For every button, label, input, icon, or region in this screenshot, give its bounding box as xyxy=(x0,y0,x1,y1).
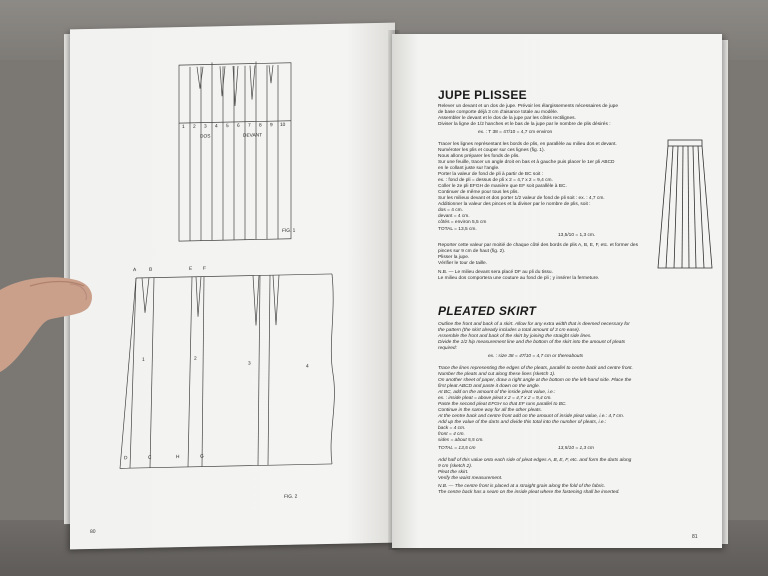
fig2-letter-c: C xyxy=(148,455,152,461)
fr-line: Assembler le devant et le dos de la jupe par les côtés rectilignes. xyxy=(438,116,576,121)
fr-line: TOTAL = 13,5 cm. xyxy=(438,227,477,232)
left-page xyxy=(70,23,395,550)
left-page-number: 80 xyxy=(90,528,96,535)
en-line: Trace the lines representing the edges of the pleats, parallel to centre back and centre front. xyxy=(438,366,633,371)
en-line: front = 4 cm. xyxy=(438,432,465,437)
fig1-col-1: 1 xyxy=(182,125,185,131)
fig2-panel-1: 1 xyxy=(142,357,145,363)
en-line: N.B. — The centre front is placed at a straight grain along the fold of the fabric. xyxy=(438,484,606,489)
skirt-illustration xyxy=(648,138,718,278)
en-line: At the centre back and centre front add on the amount of inside pleat value, i.e.: 4,7 cm. xyxy=(438,414,625,419)
fr-line: en le collant juste sur l'angle. xyxy=(438,166,500,171)
en-line: Outline the front and back of a skirt. Allow for any extra width that is deemed necessary for xyxy=(438,322,630,327)
en-line: Paste the second pleat EFGH so that EF runs parallel to BC. xyxy=(438,402,567,407)
fr-line: Porter la valeur de fond de pli à partir de BC soit : xyxy=(438,172,544,177)
fr-line: Le milieu dos comportera une couture au fond de pli ; y insérer la fermeture. xyxy=(438,276,600,281)
fr-line: devant = 4 cm. xyxy=(438,214,470,219)
en-line: At BC, add on the amount of the inside pleat value, i.e.: xyxy=(438,390,556,395)
en-line: On another sheet of paper, draw a right angle at the bottom on the left-hand side. Place the xyxy=(438,378,632,383)
hand-holding-book xyxy=(0,250,100,390)
en-line: Verify the waist measurement. xyxy=(438,476,503,481)
fr-line: ex. : fond de pli = dessus de pli x 2 = 4,7 x 2 = 9,4 cm. xyxy=(438,178,553,183)
en-line: the pattern (the skirt already includes a total amount of 3 cm ease). xyxy=(438,328,581,333)
en-line: ex. : inside pleat = above pleat x 2 = 4,7 x 2 = 9,4 cm. xyxy=(438,396,552,401)
fr-line: côtés = environ 5,5 cm xyxy=(438,220,487,225)
en-line: ex. : size 38 = 47/10 = 4,7 cm or thereabouts xyxy=(488,354,584,359)
fig1-col-4: 4 xyxy=(215,124,218,130)
fig2-panel-3: 3 xyxy=(248,361,251,367)
fr-line: Reporter cette valeur par moitié de chaque côté des bords de plis A, B, E, F, etc. et former des xyxy=(438,243,638,248)
fr-line: ex. : T 38 = 47/10 = 4,7 cm environ xyxy=(478,130,553,135)
right-page xyxy=(392,34,722,548)
en-line: Add half of this value onto each side of pleat edges A, B, E, F, etc. and form the darts along xyxy=(438,458,632,463)
fig2-letter-h: H xyxy=(176,455,180,461)
fr-line: Vérifier le tour de taille. xyxy=(438,261,488,266)
fig2-caption: FIG. 2 xyxy=(284,494,298,500)
en-line: Number the pleats and cut along these lines (sketch 1). xyxy=(438,372,556,377)
en-line: The centre back has a seam on the inside pleat where the fastening shall be inserted. xyxy=(438,490,620,495)
french-title: JUPE PLISSEE xyxy=(438,88,527,102)
fr-line: Sur une feuille, tracer un angle droit en bas et à gauche puis placer le 1er pli ABCD xyxy=(438,160,615,165)
en-line: sides = about 5,5 cm. xyxy=(438,438,484,443)
fig2-letter-d: D xyxy=(124,456,128,462)
fig1-col-8: 8 xyxy=(259,123,262,129)
fig1-label-devant: DEVANT xyxy=(243,133,263,139)
fig1-col-6: 6 xyxy=(237,123,240,129)
fr-line: Continuer de même pour tous les plis. xyxy=(438,190,519,195)
fr-line: N.B. — Le milieu devant sera placé DF au pli du tissu. xyxy=(438,270,553,275)
en-line: Continue in the same way for all the other pleats. xyxy=(438,408,542,413)
fig1-col-9: 9 xyxy=(270,123,273,129)
fig1-col-5: 5 xyxy=(226,124,229,130)
fr-line: pinces sur 9 cm de haut (fig. 2). xyxy=(438,249,506,254)
en-line: first pleat ABCD and paste it down on the angle. xyxy=(438,384,540,389)
fig1-col-7: 7 xyxy=(248,123,251,129)
fr-line: Sur les milieux devant et dos porter 1/2 valeur de fond de pli soit : ex. : 4,7 cm. xyxy=(438,196,605,201)
fr-line: 13,5/10 = 1,3 cm. xyxy=(558,233,596,238)
en-line: Divide the 1/2 hip measurement line and the bottom of the skirt into the amount of pleats xyxy=(438,340,626,345)
fr-line: Diviser la ligne de 1/2 hanches et le bas de la jupe par le nombre de plis désirés : xyxy=(438,122,611,127)
figure-2-diagram xyxy=(70,23,395,550)
en-line: TOTAL = 13,5 cm xyxy=(438,446,476,451)
en-line: 9 cm (sketch 2). xyxy=(438,464,473,469)
en-line: Add up the value of the darts and divide this total into the number of pleats, i.e.: xyxy=(438,420,607,425)
fig2-letter-g: G xyxy=(200,454,204,460)
fr-line: Additionner la valeur des pinces et la diviser par le nombre de plis, soit : xyxy=(438,202,591,207)
en-line: 13,5/10 = 1,3 cm xyxy=(558,446,594,451)
right-page-number: 81 xyxy=(692,534,698,540)
en-line: Pleat the skirt. xyxy=(438,470,469,475)
fr-line: dos = 4 cm. xyxy=(438,208,463,213)
en-line: required: xyxy=(438,346,457,351)
fr-line: Coller le 2e pli EFGH de manière que EF soit parallèle à BC. xyxy=(438,184,567,189)
fig1-col-10: 10 xyxy=(280,122,286,129)
fig2-letter-e: E xyxy=(189,266,193,272)
fig1-caption: FIG. 1 xyxy=(282,228,296,234)
fig1-label-dos: DOS xyxy=(200,134,211,140)
fr-line: Relever un devant et un dos de jupe. Prévoir les élargissements nécessaires de jupe xyxy=(438,104,618,109)
fig2-letter-f: F xyxy=(203,266,206,272)
fig1-col-3: 3 xyxy=(204,124,207,130)
fr-line: Numéroter les plis et couper sur ces lignes (fig. 1). xyxy=(438,148,545,153)
fig2-letter-a: A xyxy=(133,268,137,274)
fr-line: Plisser la jupe. xyxy=(438,255,470,260)
english-title: PLEATED SKIRT xyxy=(438,304,537,318)
fr-line: Nous allons préparer les fonds de plis. xyxy=(438,154,520,159)
fig2-panel-4: 4 xyxy=(306,364,309,370)
fr-line: Tracer les lignes représentant les bords de plis, en parallèle au milieu dos et devant. xyxy=(438,142,617,147)
fr-line: de base comporte déjà 3 cm d'aisance totale au modèle. xyxy=(438,110,559,115)
fig1-col-2: 2 xyxy=(193,124,196,130)
fig2-panel-2: 2 xyxy=(194,356,197,362)
en-line: back = 4 cm. xyxy=(438,426,466,431)
en-line: Assemble the front and back of the skirt by joining the straight side lines. xyxy=(438,334,592,339)
fig2-letter-b: B xyxy=(149,267,153,273)
